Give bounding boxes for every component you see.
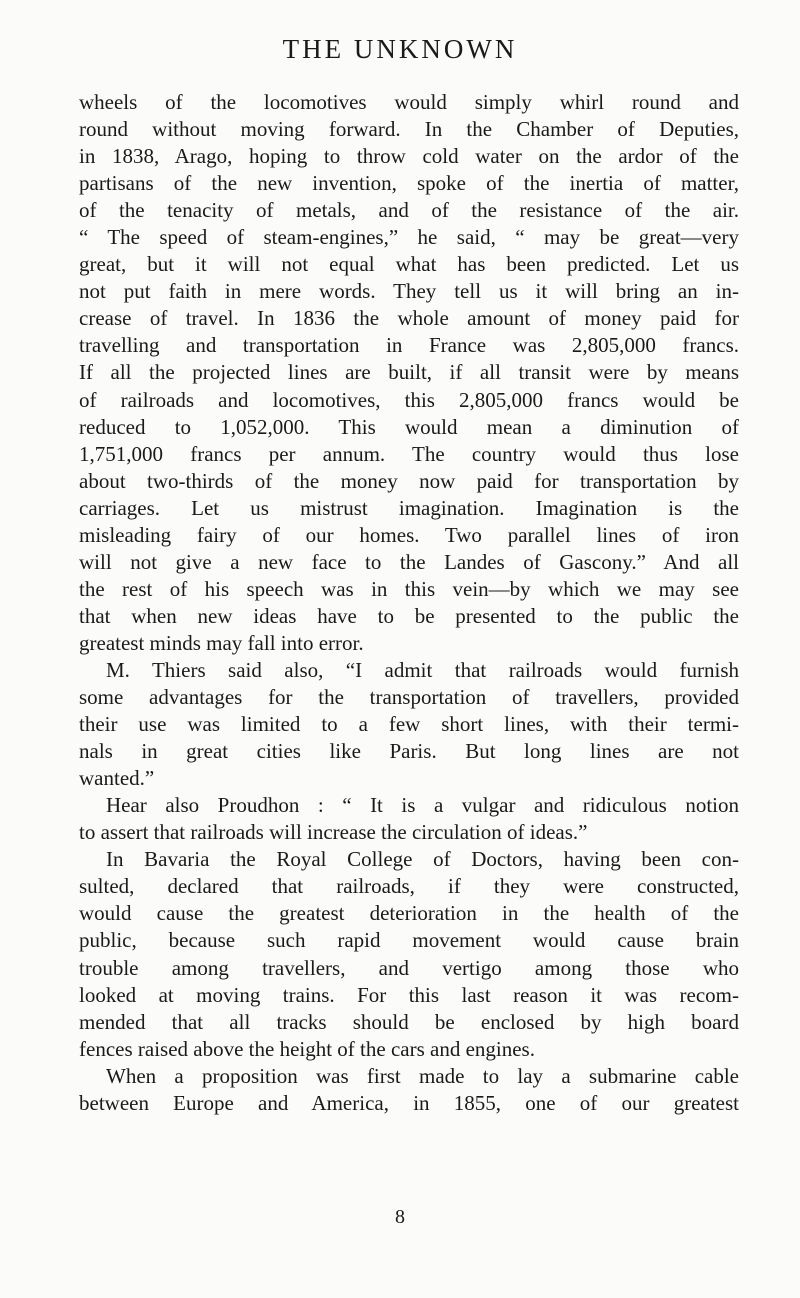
- text-line: When a proposition was first made to lay a submarine cable: [106, 1063, 739, 1088]
- text-line: of the tenacity of metals, and of the resistance of the air.: [79, 198, 739, 223]
- text-line: wanted.”: [79, 766, 155, 791]
- text-line: trouble among travellers, and vertigo among those who: [79, 955, 739, 980]
- text-line: their use was limited to a few short lines, with their termi-: [79, 712, 739, 737]
- text-line: misleading fairy of our homes. Two parallel lines of iron: [79, 522, 739, 547]
- text-line: about two-thirds of the money now paid for transportation by: [79, 468, 739, 493]
- text-line: Hear also Proudhon : “ It is a vulgar and ridiculous notion: [106, 793, 739, 818]
- text-line: sulted, declared that railroads, if they were constructed,: [79, 874, 739, 899]
- text-line: that when new ideas have to be presented to the public the: [79, 603, 739, 628]
- text-line: If all the projected lines are built, if all transit were by means: [79, 360, 739, 385]
- text-line: will not give a new face to the Landes of Gascony.” And all: [79, 549, 739, 574]
- text-line: “ The speed of steam-engines,” he said, “ may be great—very: [79, 225, 739, 250]
- text-line: would cause the greatest deterioration in the health of the: [79, 901, 739, 926]
- text-line: crease of travel. In 1836 the whole amount of money paid for: [79, 306, 739, 331]
- text-line: nals in great cities like Paris. But long lines are not: [79, 739, 739, 764]
- text-line: partisans of the new invention, spoke of the inertia of matter,: [79, 171, 739, 196]
- page-number: 8: [395, 1206, 405, 1228]
- text-line: fences raised above the height of the cars and engines.: [79, 1036, 535, 1061]
- text-line: round without moving forward. In the Chamber of Deputies,: [79, 117, 739, 142]
- text-line: greatest minds may fall into error.: [79, 630, 364, 655]
- text-line: to assert that railroads will increase the circulation of ideas.”: [79, 820, 588, 845]
- text-line: public, because such rapid movement would cause brain: [79, 928, 739, 953]
- text-line: not put faith in mere words. They tell us it will bring an in-: [79, 279, 739, 304]
- text-line: wheels of the locomotives would simply whirl round and: [79, 90, 739, 114]
- text-line: carriages. Let us mistrust imagination. Imagination is the: [79, 495, 739, 520]
- text-line: M. Thiers said also, “I admit that railroads would furnish: [106, 657, 739, 682]
- text-line: of railroads and locomotives, this 2,805,000 francs would be: [79, 387, 739, 412]
- text-line: great, but it will not equal what has been predicted. Let us: [79, 252, 739, 277]
- running-head: THE UNKNOWN: [282, 34, 518, 64]
- text-line: looked at moving trains. For this last reason it was recom-: [79, 982, 739, 1007]
- text-line: some advantages for the transportation of travellers, provided: [79, 685, 739, 710]
- text-line: the rest of his speech was in this vein—by which we may see: [79, 576, 739, 601]
- text-line: travelling and transportation in France was 2,805,000 francs.: [79, 333, 739, 358]
- text-line: In Bavaria the Royal College of Doctors, having been con-: [106, 847, 739, 872]
- text-line: reduced to 1,052,000. This would mean a diminution of: [79, 414, 739, 439]
- text-line: between Europe and America, in 1855, one of our greatest: [79, 1090, 739, 1115]
- text-line: in 1838, Arago, hoping to throw cold water on the ardor of the: [79, 144, 739, 169]
- text-line: 1,751,000 francs per annum. The country would thus lose: [79, 441, 739, 466]
- body-text: [79, 89, 739, 1117]
- text-line: mended that all tracks should be enclosed by high board: [79, 1009, 739, 1034]
